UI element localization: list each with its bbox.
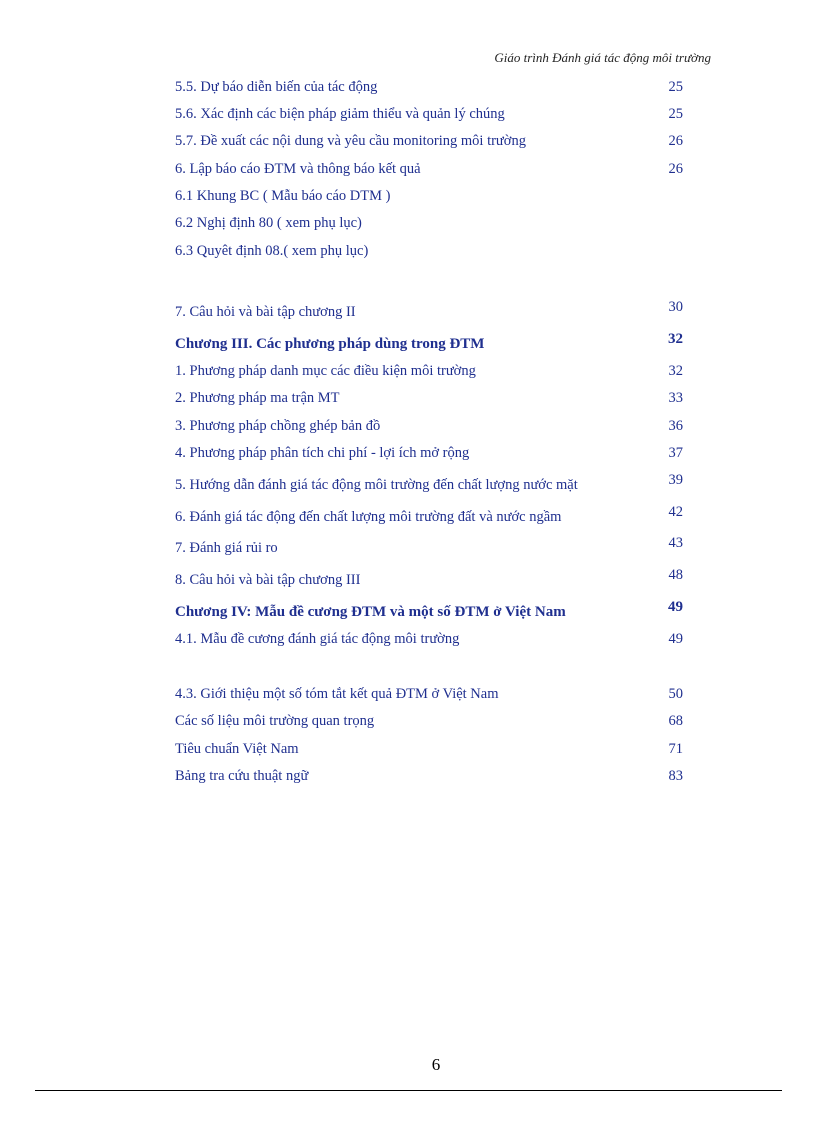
toc-entry-title: 7. Câu hỏi và bài tập chương II xyxy=(175,304,356,320)
toc-entry-title: 3. Phương pháp chồng ghép bản đồ xyxy=(175,418,381,434)
toc-entry-6-3[interactable] xyxy=(175,238,685,260)
toc-entry-page: 83 xyxy=(668,768,683,784)
page-number: 6 xyxy=(431,1055,441,1074)
toc-entry-5-6[interactable] xyxy=(175,101,685,123)
toc-entry-5-5[interactable] xyxy=(175,74,685,96)
toc-entry-env-data[interactable] xyxy=(175,708,685,730)
toc-entry-5-7[interactable] xyxy=(175,128,685,150)
toc-entry-title: 5.6. Xác định các biện pháp giảm thiểu và quản lý chúng xyxy=(175,106,505,122)
toc-chapter-3[interactable] xyxy=(175,331,685,353)
toc-entry-page: 48 xyxy=(668,567,683,583)
toc-entry-4-3[interactable] xyxy=(175,681,685,703)
toc-entry-3-7[interactable] xyxy=(175,535,685,557)
toc-entry-title: 4. Phương pháp phân tích chi phí - lợi ích mở rộng xyxy=(175,445,470,461)
toc-entry-title: 5.7. Đề xuất các nội dung và yêu cầu monitoring môi trường xyxy=(175,133,526,149)
toc-entry-page: 37 xyxy=(668,445,683,461)
toc-entry-page: 33 xyxy=(668,390,683,406)
toc-entry-title: 1. Phương pháp danh mục các điều kiện môi trường xyxy=(175,363,476,379)
toc-entry-7-chapter-2[interactable] xyxy=(175,299,685,321)
toc-entry-title: 6.3 Quyêt định 08.( xem phụ lục) xyxy=(175,243,369,259)
toc-entry-title: 6.1 Khung BC ( Mẫu báo cáo DTM ) xyxy=(175,188,391,204)
toc-entry-page: 30 xyxy=(668,299,683,315)
toc-entry-page: 36 xyxy=(668,418,683,434)
toc-entry-page: 39 xyxy=(668,472,683,488)
toc-entry-title: 8. Câu hỏi và bài tập chương III xyxy=(175,572,361,588)
toc-chapter-title: Chương IV: Mẫu đề cương ĐTM và một số ĐTM ở Việt Nam xyxy=(175,604,566,620)
toc-entry-3-5[interactable] xyxy=(175,472,685,494)
toc-entry-title: 6. Lập báo cáo ĐTM và thông báo kết quả xyxy=(175,161,421,177)
toc-entry-title: Các số liệu môi trường quan trọng xyxy=(175,713,375,729)
toc-entry-page: 32 xyxy=(668,363,683,379)
toc-entry-3-4[interactable] xyxy=(175,440,685,462)
toc-entry-page: 43 xyxy=(668,535,683,551)
toc-entry-page: 42 xyxy=(668,504,683,520)
toc-entry-title: 2. Phương pháp ma trận MT xyxy=(175,390,340,406)
toc-entry-standards[interactable] xyxy=(175,736,685,758)
toc-entry-3-8[interactable] xyxy=(175,567,685,589)
toc-entry-3-6[interactable] xyxy=(175,504,685,526)
toc-entry-title: 5. Hướng dẫn đánh giá tác động môi trường đến chất lượng nước mặt xyxy=(175,477,578,493)
toc-entry-page: 26 xyxy=(668,133,683,149)
toc-entry-6-1[interactable] xyxy=(175,183,685,205)
running-header: Giáo trình Đánh giá tác động môi trường xyxy=(494,50,711,65)
toc-entry-title: 4.3. Giới thiệu một số tóm tắt kết quả ĐTM ở Việt Nam xyxy=(175,686,499,702)
toc-entry-6[interactable] xyxy=(175,156,685,178)
toc-entry-page: 49 xyxy=(668,631,683,647)
toc-chapter-4[interactable] xyxy=(175,599,685,621)
toc-entry-title: 7. Đánh giá rủi ro xyxy=(175,540,278,556)
toc-entry-page: 50 xyxy=(668,686,683,702)
toc-entry-page: 32 xyxy=(668,331,683,347)
toc-entry-title: 5.5. Dự báo diễn biến của tác động xyxy=(175,79,378,95)
toc-entry-page: 25 xyxy=(668,106,683,122)
toc-entry-title: 6.2 Nghị định 80 ( xem phụ lục) xyxy=(175,215,362,231)
toc-entry-title: 6. Đánh giá tác động đến chất lượng môi trường đất và nước ngầm xyxy=(175,509,562,525)
toc-entry-page: 71 xyxy=(668,741,683,757)
toc-entry-glossary[interactable] xyxy=(175,763,685,785)
toc-entry-3-1[interactable] xyxy=(175,358,685,380)
toc-entry-6-2[interactable] xyxy=(175,210,685,232)
toc-entry-page: 25 xyxy=(668,79,683,95)
toc-entry-3-2[interactable] xyxy=(175,385,685,407)
toc-entry-title: Bảng tra cứu thuật ngữ xyxy=(175,768,309,784)
footer-divider xyxy=(35,1090,782,1091)
toc-chapter-title: Chương III. Các phương pháp dùng trong ĐTM xyxy=(175,336,485,352)
toc-entry-title: 4.1. Mẫu đề cương đánh giá tác động môi trường xyxy=(175,631,460,647)
toc-entry-page: 49 xyxy=(668,599,683,615)
toc-entry-4-1[interactable] xyxy=(175,626,685,648)
toc-entry-title: Tiêu chuẩn Việt Nam xyxy=(175,741,299,757)
toc-entry-3-3[interactable] xyxy=(175,413,685,435)
toc-entry-page: 68 xyxy=(668,713,683,729)
toc-entry-page: 26 xyxy=(668,161,683,177)
